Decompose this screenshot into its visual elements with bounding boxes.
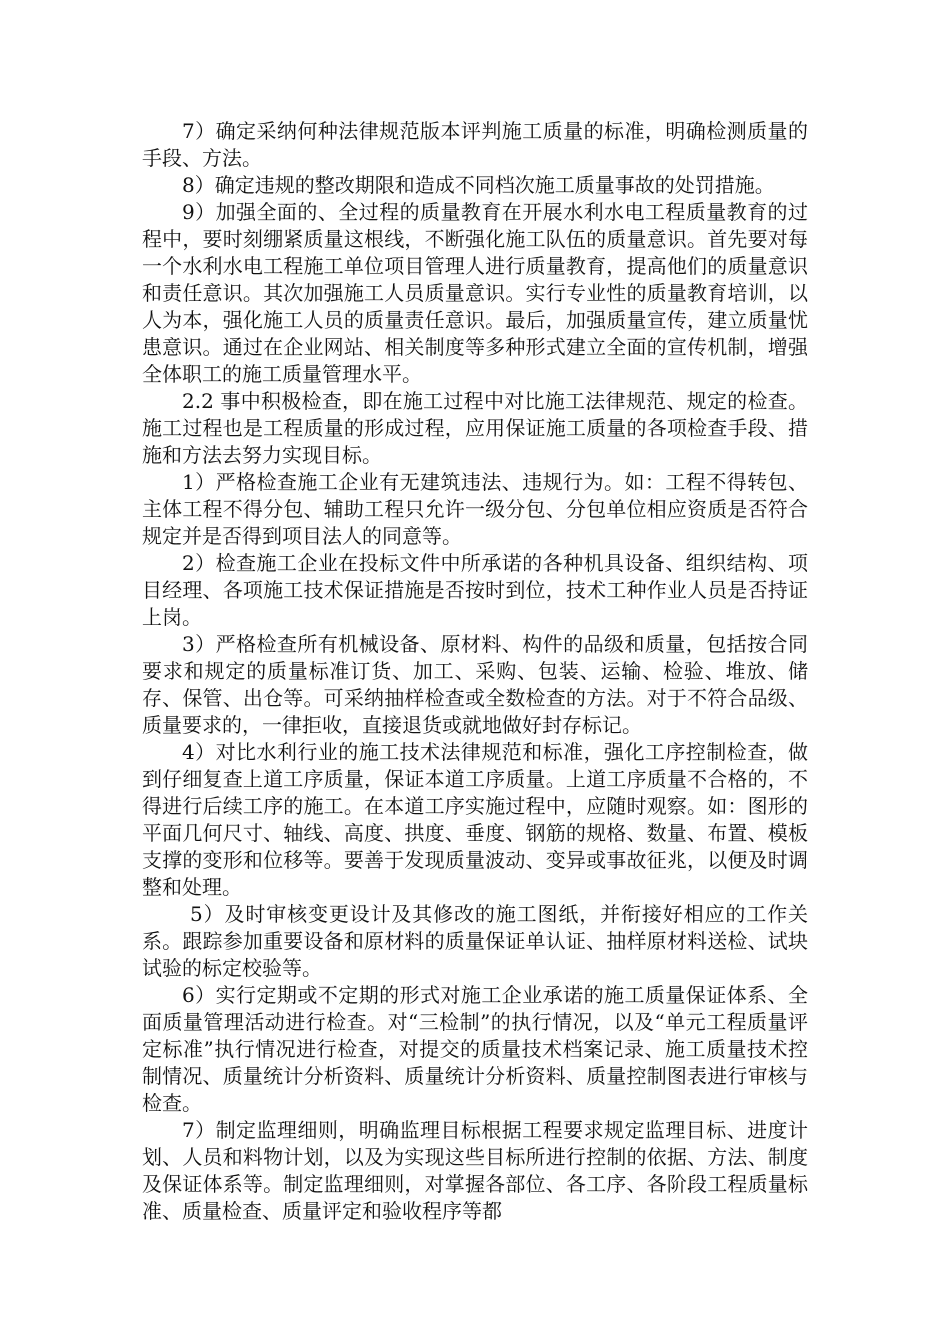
paragraph-item-8-penalties: 8）确定违规的整改期限和造成不同档次施工质量事故的处罚措施。: [182, 173, 775, 197]
paragraph-item-7-supervision: 7）制定监理细则，明确监理目标根据工程要求规定监理目标、进度计划、人员和料物计划，以及为实现这些目标所进行控制的依据、方法、制度及保证体系等。制定监理细则，对掌握各部位、各工序、各阶段工程质量标准、质量检查、质量评定和验收程序等都: [142, 1118, 808, 1223]
paragraph-item-3-materials: 3）严格检查所有机械设备、原材料、构件的品级和质量，包括按合同要求和规定的质量标准订货、加工、采购、包装、运输、检验、堆放、储存、保管、出仓等。可采纳抽样检查或全数检查的方法。对于不符合品级、质量要求的，一律拒收，直接退货或就地做好封存标记。: [142, 632, 808, 737]
paragraph-item-1-violations: 1）严格检查施工企业有无建筑违法、违规行为。如：工程不得转包、主体工程不得分包、辅助工程只允许一级分包、分包单位相应资质是否符合规定并是否得到项目法人的同意等。: [142, 470, 808, 548]
paragraph-item-2-commitments: 2）检查施工企业在投标文件中所承诺的各种机具设备、组织结构、项目经理、各项施工技术保证措施是否按时到位，技术工种作业人员是否持证上岗。: [142, 551, 808, 629]
paragraph-section-2-2: 2.2 事中积极检查，即在施工过程中对比施工法律规范、规定的检查。施工过程也是工程质量的形成过程，应用保证施工质量的各项检查手段、措施和方法去努力实现目标。: [142, 389, 808, 467]
paragraph-item-4-process-control: 4）对比水利行业的施工技术法律规范和标准，强化工序控制检查，做到仔细复查上道工序质量，保证本道工序质量。上道工序质量不合格的，不得进行后续工序的施工。在本道工序实施过程中，应随时观察。如：图形的平面几何尺寸、轴线、高度、拱度、垂度、钢筋的规格、数量、布置、模板支撑的变形和位移等。要善于发现质量波动、变异或事故征兆，以便及时调整和处理。: [142, 740, 808, 899]
paragraph-item-5-design-review: 5）及时审核变更设计及其修改的施工图纸，并衔接好相应的工作关系。跟踪参加重要设备和原材料的质量保证单认证、抽样原材料送检、试块试验的标定校验等。: [142, 902, 808, 980]
document-body: [142, 118, 808, 1225]
paragraph-item-6-quality-system: 6）实行定期或不定期的形式对施工企业承诺的施工质量保证体系、全面质量管理活动进行检查。对“三检制”的执行情况，以及“单元工程质量评定标准”执行情况进行检查，对提交的质量技术档案记录、施工质量技术控制情况、质量统计分析资料、质量统计分析资料、质量控制图表进行审核与检查。: [142, 983, 808, 1115]
paragraph-item-7-standards: 7）确定采纳何种法律规范版本评判施工质量的标准，明确检测质量的手段、方法。: [142, 119, 808, 170]
paragraph-item-9-education: 9）加强全面的、全过程的质量教育在开展水利水电工程质量教育的过程中，要时刻绷紧质量这根线，不断强化施工队伍的质量意识。首先要对每一个水利水电工程施工单位项目管理人进行质量教育，提高他们的质量意识和责任意识。其次加强施工人员质量意识。实行专业性的质量教育培训，以人为本，强化施工人员的质量责任意识。最后，加强质量宣传，建立质量忧患意识。通过在企业网站、相关制度等多种形式建立全面的宣传机制，增强全体职工的施工质量管理水平。: [142, 200, 808, 386]
